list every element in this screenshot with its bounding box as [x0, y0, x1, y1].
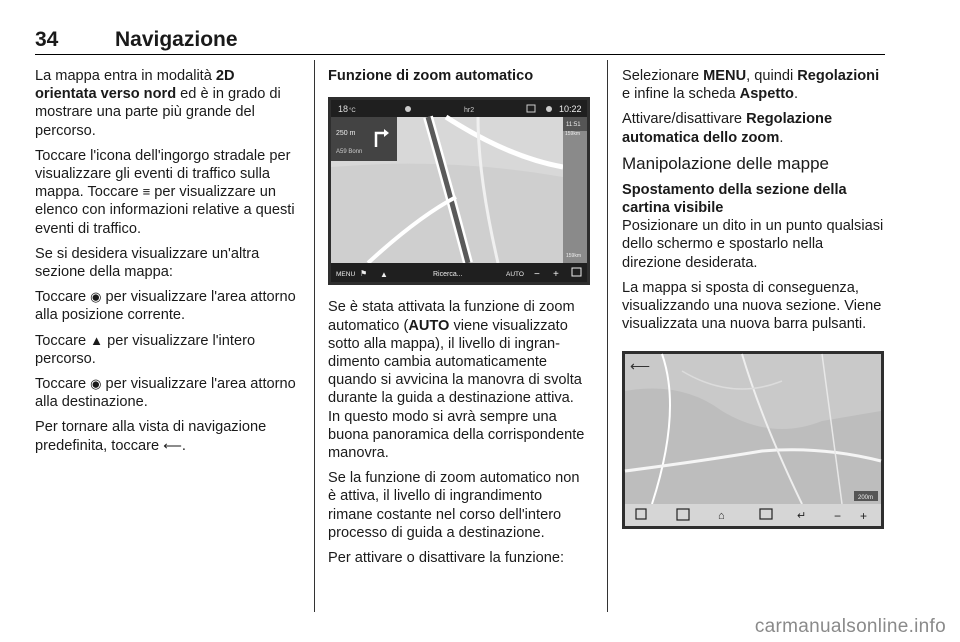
eta-distance: 159km: [565, 131, 581, 138]
auto-zoom-button[interactable]: AUTO: [506, 271, 524, 279]
map-scale: 200m: [858, 495, 874, 502]
navigation-screenshot: [328, 97, 590, 290]
paragraph: Per tornare alla vista di navigazione predefinita, toccare ⟵.: [35, 419, 267, 454]
screen-clock: 10:22: [559, 104, 582, 115]
paragraph: Se si desidera visualizzare un'altra sezione della mappa:: [35, 245, 260, 281]
flag-icon[interactable]: ⚑: [360, 269, 368, 279]
paragraph: Selezionare MENU, quindi Regolazioni e infine la scheda Aspetto.: [622, 68, 880, 103]
screen-status: hr2: [464, 107, 475, 115]
watermark: carmanualsonline.info: [754, 616, 946, 637]
column-2: [328, 67, 590, 574]
route-icon[interactable]: ▲: [380, 270, 388, 280]
current-position-icon: ◉: [90, 289, 102, 305]
home-icon[interactable]: ⌂: [718, 510, 725, 523]
zoom-in-button[interactable]: +: [860, 509, 868, 524]
map-scale: 159km: [566, 253, 582, 260]
paragraph: Toccare l'icona dell'ingorgo stradale per visualizzare gli eventi di traffico sulla mappa. Toccare ≡ per visualizzare un elenco con informazioni relative a questi eventi di traffico.: [35, 147, 295, 237]
subsection-heading: Spostamento della sezione della cartina visibile: [622, 181, 847, 217]
screen-temperature-unit: °C: [349, 108, 356, 115]
map-manipulation-screenshot: [622, 351, 884, 534]
paragraph: Se la funzione di zoom automatico non è attiva, il livello di ingrandimento rimane costante nel corso dell'intero processo di guida a destinazione.: [328, 470, 580, 541]
page-title: Navigazione: [115, 28, 238, 51]
paragraph: Se è stata attivata la funzione di zoom automatico (AUTO viene visualizzato sotto alla mappa), il livello di ingrandimento cambia automaticamente quando si avvicina la manovra di svolta durante la guida a destinazione attiva. In questo modo si avrà sempre una buona panoramica della corrispondente manovra.: [328, 299, 585, 462]
return-icon[interactable]: ↵: [797, 510, 807, 523]
column-divider: [314, 60, 315, 612]
paragraph: Attivare/disattivare Regolazione automatica dello zoom.: [622, 111, 833, 146]
back-arrow-icon: ⟵: [163, 437, 182, 453]
list-icon: ≡: [142, 184, 151, 200]
road-name: A59 Bonn: [336, 149, 363, 156]
route-icon: ▲: [90, 332, 104, 348]
column-3: [622, 67, 884, 543]
eta-time: 11:51: [566, 122, 581, 129]
column-1: [35, 67, 297, 462]
section-heading: Funzione di zoom automatico: [328, 68, 534, 84]
paragraph: Toccare ▲ per visualizzare l'intero percorso.: [35, 332, 256, 367]
paragraph: Toccare ◉ per visualizzare l'area attorno alla posizione corrente.: [35, 289, 296, 324]
zoom-out-button[interactable]: −: [834, 509, 842, 524]
paragraph: La mappa si sposta di conseguenza, visualizzando una nuova sezione. Viene visualizzata una nuova barra pulsanti.: [622, 279, 882, 333]
paragraph: La mappa entra in modalità 2D orientata verso nord ed è in grado di mostrare una parte più grande del percorso.: [35, 68, 281, 139]
paragraph: Posizionare un dito in un punto qualsiasi dello schermo e spostarlo nella direzione desiderata.: [622, 218, 884, 271]
search-field[interactable]: Ricerca...: [433, 271, 463, 279]
screen-temperature: 18: [338, 104, 349, 115]
column-divider: [607, 60, 608, 612]
menu-button[interactable]: MENU: [336, 271, 356, 279]
turn-distance: 250 m: [336, 130, 356, 138]
phone-icon: [405, 106, 411, 112]
section-title: Manipolazione delle mappe: [622, 153, 829, 173]
back-arrow-icon[interactable]: ⟵: [630, 358, 651, 375]
zoom-out-button[interactable]: −: [534, 269, 540, 281]
zoom-map-image: [328, 97, 590, 285]
page-header: [35, 28, 885, 55]
gear-icon: [546, 106, 552, 112]
page-number: 34: [35, 28, 59, 51]
map-pan-image: [622, 351, 884, 529]
paragraph: Toccare ◉ per visualizzare l'area attorno alla destinazione.: [35, 376, 296, 411]
zoom-in-button[interactable]: +: [553, 269, 559, 281]
paragraph: Per attivare o disattivare la funzione:: [328, 550, 565, 567]
destination-icon: ◉: [90, 376, 102, 392]
